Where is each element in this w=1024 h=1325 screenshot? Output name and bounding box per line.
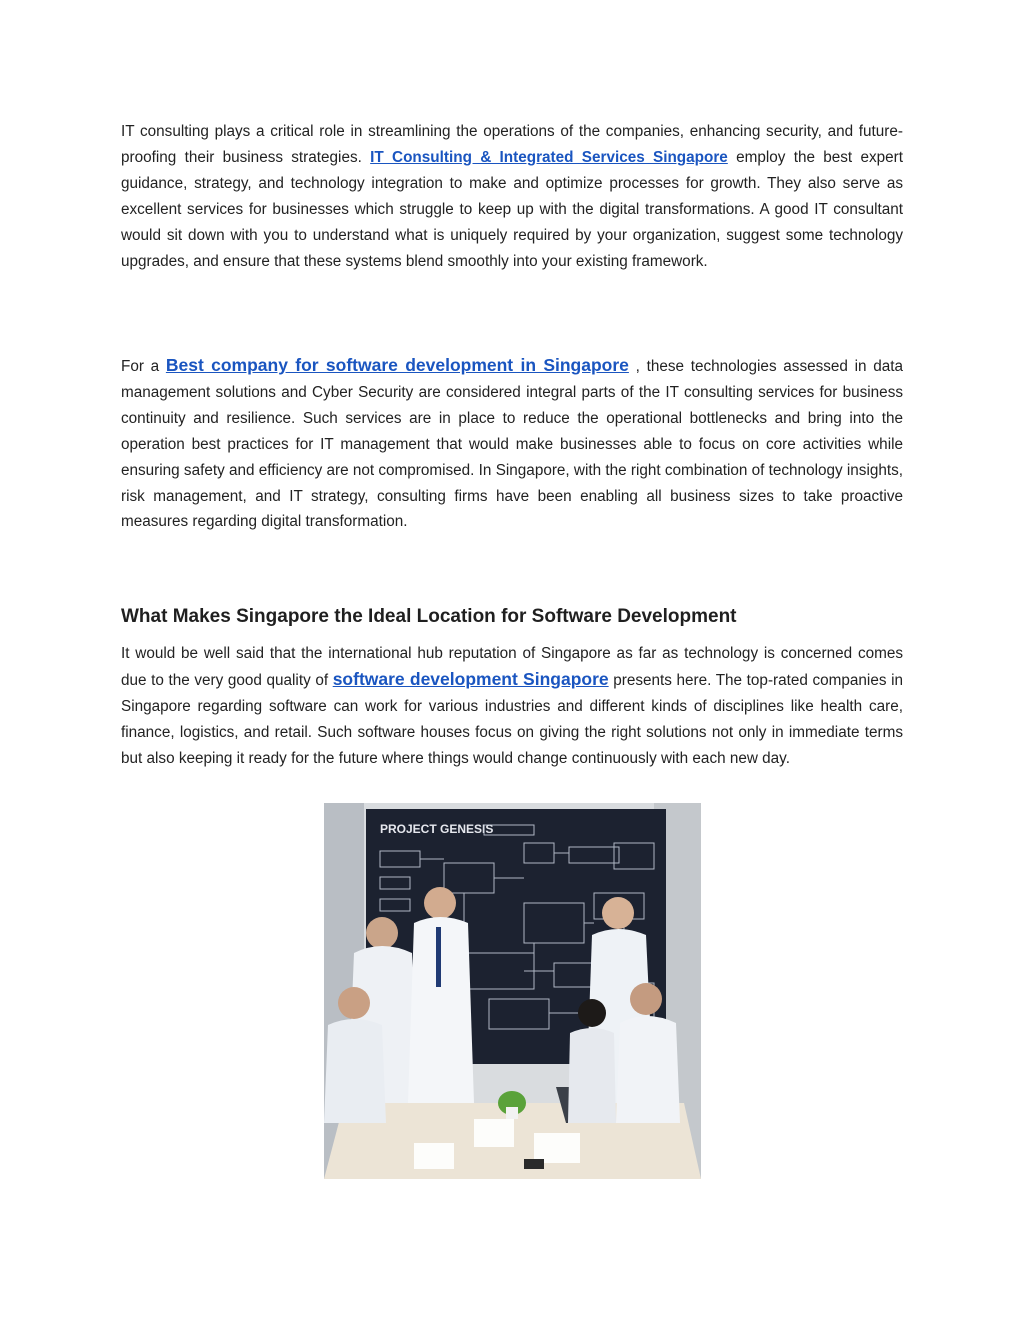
software-development-link[interactable]: software development Singapore: [332, 668, 609, 689]
intro-text: IT consulting plays a critical role in streamlining the operations of the companies, enhancing security, and future-proofing their business strategies.: [121, 123, 903, 166]
project-board-title: PROJECT GENESIS: [380, 822, 494, 836]
intro-paragraph: [121, 119, 903, 274]
second-text-continued: , these technologies assessed in data management solutions and Cyber Security are considered integral parts of the IT consulting services for business continuity and resilience. Such services are in place to reduce the operational bottlenecks and bring into the operation best practices for IT management that would make businesses able to focus on core activities while ensuring safety and efficiency are not compromised. In Singapore, with the right combination of technology insights, risk management, and IT strategy, consulting firms have been enabling all business sizes to take proactive measures regarding digital transformation.: [121, 358, 904, 531]
section-heading: What Makes Singapore the Ideal Location for Software Development: [121, 606, 737, 627]
best-company-link[interactable]: Best company for software development in Singapore: [165, 355, 629, 375]
team-meeting-image: [324, 803, 701, 1179]
section-text: It would be well said that the international hub reputation of Singapore as far as technology is concerned comes due to the very good quality of: [121, 645, 903, 689]
second-paragraph: [121, 353, 903, 535]
section-text-continued: presents here. The top-rated companies in Singapore regarding software can work for various industries and different kinds of disciplines like health care, finance, logistics, and retail. Such software houses focus on giving the right solutions not only in immediate terms but also keeping it ready for the future where things would change continuously with each new day.: [121, 671, 903, 767]
second-text: For a: [121, 358, 166, 375]
intro-text-continued: employ the best expert guidance, strategy, and technology integration to make and optimize processes for growth. They also serve as excellent services for businesses which struggle to keep up with the digital transformations. A good IT consultant would sit down with you to understand what is uniquely required by your organization, suggest some technology upgrades, and ensure that these systems blend smoothly into your existing framework.: [121, 148, 903, 270]
it-consulting-link[interactable]: IT Consulting & Integrated Services Singapore: [370, 148, 728, 166]
section-paragraph: [121, 641, 903, 772]
